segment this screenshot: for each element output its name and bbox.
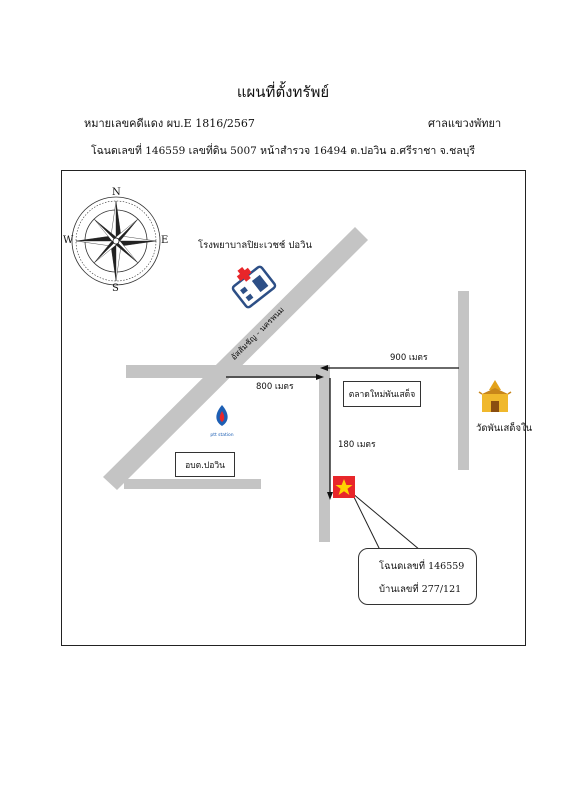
temple-icon [479,380,511,412]
compass-east: E [161,235,169,246]
callout-deed: โฉนดเลขที่ 146559 [379,561,465,572]
callout-house: บ้านเลขที่ 277/121 [379,584,462,595]
case-number: หมายเลขคดีแดง ผบ.E 1816/2567 [84,117,255,130]
court-name: ศาลแขวงพัทยา [428,117,502,130]
compass-north: N [112,187,121,198]
land-deed-info: โฉนดเลขที่ 146559 เลขที่ดิน 5007 หน้าสำรวจ 16494 ต.ปอวิน อ.ศรีราชา จ.ชลบุรี [91,145,475,157]
property-callout [358,548,477,605]
ptt-station-icon [216,405,227,426]
bottom-road [124,479,261,489]
compass-south: S [112,283,119,294]
district-office-box: อบต.ปอวิน [175,452,235,477]
callout-pointer [352,493,420,550]
vertical-road-east [458,291,469,470]
ptt-station-label: ptt station [210,433,234,438]
temple-label: วัดพันเสด็จใน [476,423,533,434]
hospital-icon [226,258,277,309]
road-name-label: อัสสัมชัญ - นครพนม [229,305,286,362]
market-box: ตลาดใหม่พันเสด็จ [343,381,421,407]
vertical-road-main [319,365,330,542]
horizontal-road [126,365,324,378]
compass-rose-icon [72,197,160,285]
map-title: แผนที่ตั้งทรัพย์ [236,83,330,101]
distance-180-label: 180 เมตร [338,440,376,450]
distance-800-label: 800 เมตร [256,382,294,392]
property-marker [333,476,355,498]
compass-west: W [63,235,74,246]
hospital-label: โรงพยาบาลปิยะเวชช์ ปอวิน [198,240,312,251]
distance-900-label: 900 เมตร [390,353,428,363]
